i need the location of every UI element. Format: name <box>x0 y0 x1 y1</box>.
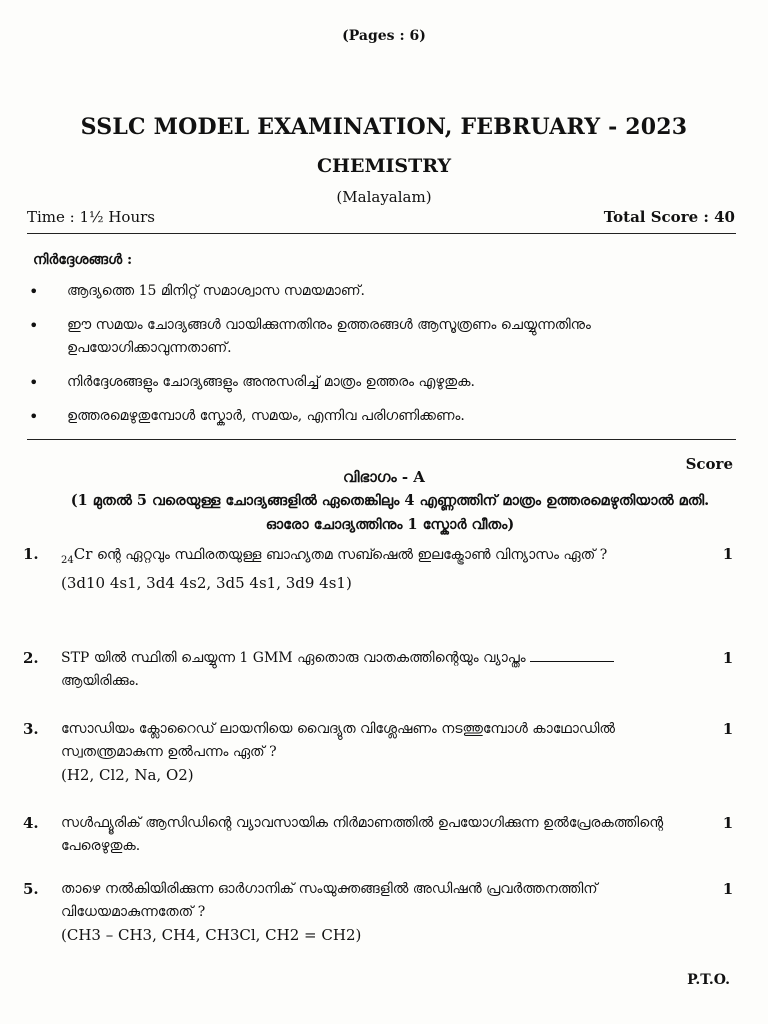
question-number: 5. <box>23 880 39 898</box>
instruction-item: • ആദ്യത്തെ 15 മിനിറ്റ് സമാശ്വാസ സമയമാണ്. <box>29 282 365 301</box>
subject-name: CHEMISTRY <box>316 155 452 177</box>
bullet-icon: • <box>29 316 39 335</box>
question-score: 1 <box>722 545 734 563</box>
question-4 <box>23 812 737 858</box>
question-5 <box>23 878 737 947</box>
question-score: 1 <box>722 649 734 667</box>
instruction-item: • നിർദ്ദേശങ്ങളും ചോദ്യങ്ങളും അനുസരിച്ച് മാത്രം ഉത്തരം എഴുതുക. <box>29 373 475 392</box>
question-number: 1. <box>23 545 39 563</box>
question-1 <box>23 543 737 595</box>
question-body <box>61 647 719 693</box>
question-text: STP യിൽ സ്ഥിതി ചെയ്യുന്ന 1 GMM ഏതൊരു വാതകത്തിന്റെയും വ്യാപ്തം <box>61 650 526 666</box>
answer-blank <box>530 661 614 662</box>
options-text: (3d10 4s1, 3d4 4s2, 3d5 4s1, 3d9 4s1) <box>61 574 352 592</box>
options-text: (H2, Cl2, Na, O2) <box>61 766 194 784</box>
atomic-number: 24 <box>61 555 74 566</box>
exam-title: SSLC MODEL EXAMINATION, FEBRUARY - 2023 <box>80 114 688 140</box>
question-body <box>61 878 719 947</box>
instructions-heading: നിർദ്ദേശങ്ങൾ : <box>33 252 133 268</box>
question-score: 1 <box>722 814 734 832</box>
question-options <box>61 572 687 595</box>
page-count: (Pages : 6) <box>342 28 426 44</box>
options-text: (CH3 – CH3, CH4, CH3Cl, CH2 = CH2) <box>61 926 362 944</box>
instructions-divider <box>27 439 736 440</box>
question-3 <box>23 718 737 787</box>
question-text: താഴെ നൽകിയിരിക്കുന്ന ഓർഗാനിക് സംയുക്തങ്ങളിൽ അഡിഷൻ പ്രവർത്തനത്തിന് വിധേയമാകുന്നതേത് ? <box>61 881 598 920</box>
score-column-heading: Score <box>685 455 733 473</box>
question-text-continued: ആയിരിക്കും. <box>61 673 139 689</box>
total-score-label: Total Score : 40 <box>603 208 735 226</box>
question-score: 1 <box>722 880 734 898</box>
question-body <box>61 543 719 595</box>
bullet-icon: • <box>29 373 39 392</box>
question-number: 2. <box>23 649 39 667</box>
time-label: Time : 1½ Hours <box>27 208 155 226</box>
bullet-icon: • <box>29 407 39 426</box>
page-turn-label: P.T.O. <box>687 972 730 988</box>
instructions-list <box>27 280 736 439</box>
question-body <box>61 718 719 787</box>
instruction-item: • ഉത്തരമെഴുതുമ്പോൾ സ്കോർ, സമയം, എന്നിവ പരിഗണിക്കണം. <box>29 407 465 426</box>
language-label: (Malayalam) <box>336 188 432 206</box>
question-number: 4. <box>23 814 39 832</box>
question-score: 1 <box>722 720 734 738</box>
question-2 <box>23 647 737 693</box>
question-text: ന്റെ ഏറ്റവും സ്ഥിരതയുള്ള ബാഹ്യതമ സബ്ഷെൽ ഇലക്ട്രോൺ വിന്യാസം ഏത് ? <box>96 547 608 563</box>
section-note: (1 മുതൽ 5 വരെയുള്ള ചോദ്യങ്ങളിൽ ഏതെങ്കിലും 4 എണ്ണത്തിന് മാത്രം ഉത്തരമെഴുതിയാൽ മതി. ഓരോ ചോദ്യത്തിനും 1 സ്കോർ വീതം) <box>70 492 710 533</box>
bullet-icon: • <box>29 282 39 301</box>
question-body <box>61 812 719 858</box>
element-symbol: Cr <box>73 545 93 563</box>
question-text: സോഡിയം ക്ലോറൈഡ് ലായനിയെ വൈദ്യുത വിശ്ലേഷണം നടത്തുമ്പോൾ കാഥോഡിൽ സ്വതന്ത്രമാകുന്ന ഉൽപന്നം ഏത് ? <box>61 721 615 760</box>
header-divider <box>27 233 736 234</box>
question-number: 3. <box>23 720 39 738</box>
question-text: സൾഫ്യൂരിക് ആസിഡിന്റെ വ്യാവസായിക നിർമാണത്തിൽ ഉപയോഗിക്കുന്ന ഉൽപ്രേരകത്തിന്റെ പേരെഴുതുക. <box>61 815 664 854</box>
instruction-item: • ഈ സമയം ചോദ്യങ്ങൾ വായിക്കുന്നതിനും ഉത്തരങ്ങൾ ആസൂത്രണം ചെയ്യുന്നതിനും ഉപയോഗിക്കാവുന്നതാണ്. <box>27 314 736 360</box>
section-title: വിഭാഗം - A <box>343 468 425 486</box>
